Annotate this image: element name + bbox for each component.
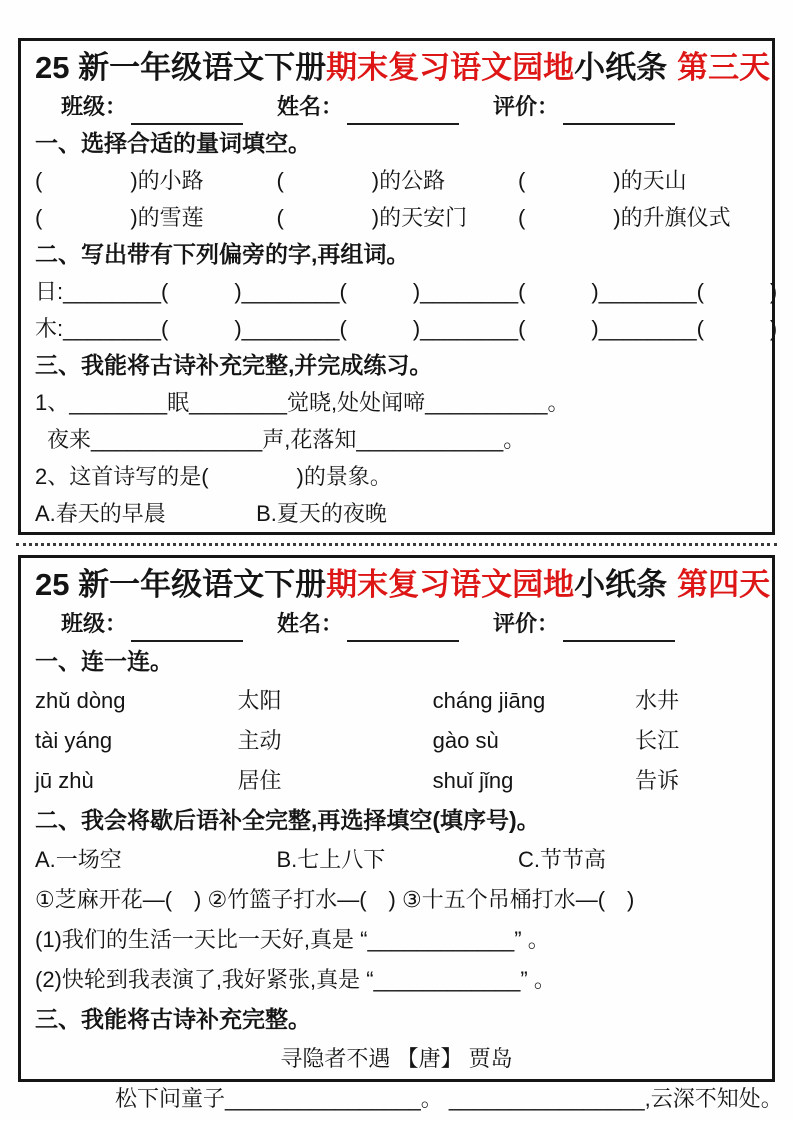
option-a: A.春天的早晨 — [35, 501, 166, 526]
class-label: 班级： — [61, 611, 128, 636]
quantifier-cell: ( )的小路 — [35, 168, 204, 193]
worksheet-title-day3 — [35, 47, 771, 89]
match-row — [35, 681, 758, 721]
section1-heading: 一、选择合适的量词填空。 — [35, 130, 311, 156]
poem-fill-line: 松下问童子________________。 ________________,云深不知处。 — [115, 1086, 783, 1111]
sentence-fill-line2: (2)快轮到我表演了,我好紧张,真是 “____________” 。 — [35, 967, 556, 992]
section1-heading: 一、连一连。 — [35, 648, 173, 674]
option-b: B.夏天的夜晚 — [256, 501, 387, 526]
poem-fill-line1: 1、________眠________觉晓,处处闻啼__________。 — [35, 390, 570, 415]
class-field — [61, 606, 243, 642]
idiom-option-c: C.节节高 — [517, 847, 606, 872]
day-tag: 第四天 — [677, 567, 771, 602]
word-cell: 长江 — [635, 728, 680, 753]
word-cell: 太阳 — [237, 688, 282, 713]
pinyin-cell: tài yáng — [35, 728, 113, 753]
pinyin-cell: gào sù — [432, 728, 499, 753]
quantifier-cell: ( )的天安门 — [276, 205, 468, 230]
match-row — [35, 721, 758, 761]
title-part-black: 25 新一年级语文下册 — [35, 50, 327, 85]
idiom-options-row — [35, 840, 758, 880]
name-blank-line — [347, 616, 459, 642]
match-row — [35, 761, 758, 801]
radical-line-ri: 日:________( )________( )________( )________( ) — [35, 279, 778, 304]
word-cell: 水井 — [635, 688, 680, 713]
word-cell: 居住 — [237, 768, 282, 793]
name-field — [277, 89, 459, 125]
title-part-red: 期末复习语文园地 — [326, 50, 575, 85]
pinyin-cell: cháng jiāng — [432, 688, 546, 713]
eval-blank-line — [563, 616, 675, 642]
eval-label: 评价： — [493, 94, 560, 119]
pinyin-cell: jū zhù — [35, 768, 94, 793]
title-part-red: 期末复习语文园地 — [326, 567, 575, 602]
idiom-option-b: B.七上八下 — [276, 847, 386, 872]
quantifier-row — [35, 162, 758, 199]
title-part-black: 25 新一年级语文下册 — [35, 567, 327, 602]
name-label: 姓名： — [277, 611, 344, 636]
quantifier-cell: ( )的公路 — [276, 168, 446, 193]
class-label: 班级： — [61, 94, 128, 119]
poem-title: 寻隐者不遇 【唐】 贾岛 — [280, 1046, 513, 1071]
name-blank-line — [347, 99, 459, 125]
quantifier-cell: ( )的天山 — [517, 168, 687, 193]
eval-field — [493, 606, 675, 642]
eval-blank-line — [563, 99, 675, 125]
section3-heading: 三、我能将古诗补充完整。 — [35, 1006, 311, 1032]
student-info-row — [35, 89, 758, 125]
title-part-black2: 小纸条 — [574, 50, 668, 85]
section3-heading: 三、我能将古诗补充完整,并完成练习。 — [35, 352, 433, 378]
idiom-option-a: A.一场空 — [35, 847, 122, 872]
worksheet-day4 — [18, 555, 783, 1111]
pinyin-cell: zhǔ dòng — [35, 688, 126, 713]
quantifier-cell: ( )的雪莲 — [35, 205, 204, 230]
quantifier-cell: ( )的升旗仪式 — [517, 205, 731, 230]
day-tag: 第三天 — [677, 50, 771, 85]
class-field — [61, 89, 243, 125]
worksheet-day3 — [18, 38, 778, 535]
quantifier-row — [35, 199, 758, 236]
section2-heading: 二、写出带有下列偏旁的字,再组词。 — [35, 241, 410, 267]
class-blank-line — [131, 99, 243, 125]
radical-line-mu: 木:________( )________( )________( )________( ) — [35, 316, 778, 341]
name-label: 姓名： — [277, 94, 344, 119]
worksheet-title-day4 — [35, 564, 771, 606]
question2-line: 2、这首诗写的是( )的景象。 — [35, 464, 392, 489]
name-field — [277, 606, 459, 642]
title-part-black2: 小纸条 — [574, 567, 668, 602]
sentence-fill-line1: (1)我们的生活一天比一天好,真是 “____________” 。 — [35, 927, 550, 952]
pinyin-cell: shuǐ jǐng — [432, 768, 514, 793]
class-blank-line — [131, 616, 243, 642]
word-cell: 告诉 — [635, 768, 680, 793]
word-cell: 主动 — [237, 728, 282, 753]
eval-field — [493, 89, 675, 125]
eval-label: 评价： — [493, 611, 560, 636]
section2-heading: 二、我会将歇后语补全完整,再选择填空(填序号)。 — [35, 807, 540, 833]
poem-fill-line2: 夜来______________声,花落知____________。 — [47, 427, 526, 452]
student-info-row — [35, 606, 758, 642]
idiom-fill-row: ①芝麻开花—( ) ②竹篮子打水—( ) ③十五个吊桶打水—( ) — [35, 887, 635, 912]
answer-options-row — [35, 495, 758, 532]
cut-line — [16, 543, 777, 546]
